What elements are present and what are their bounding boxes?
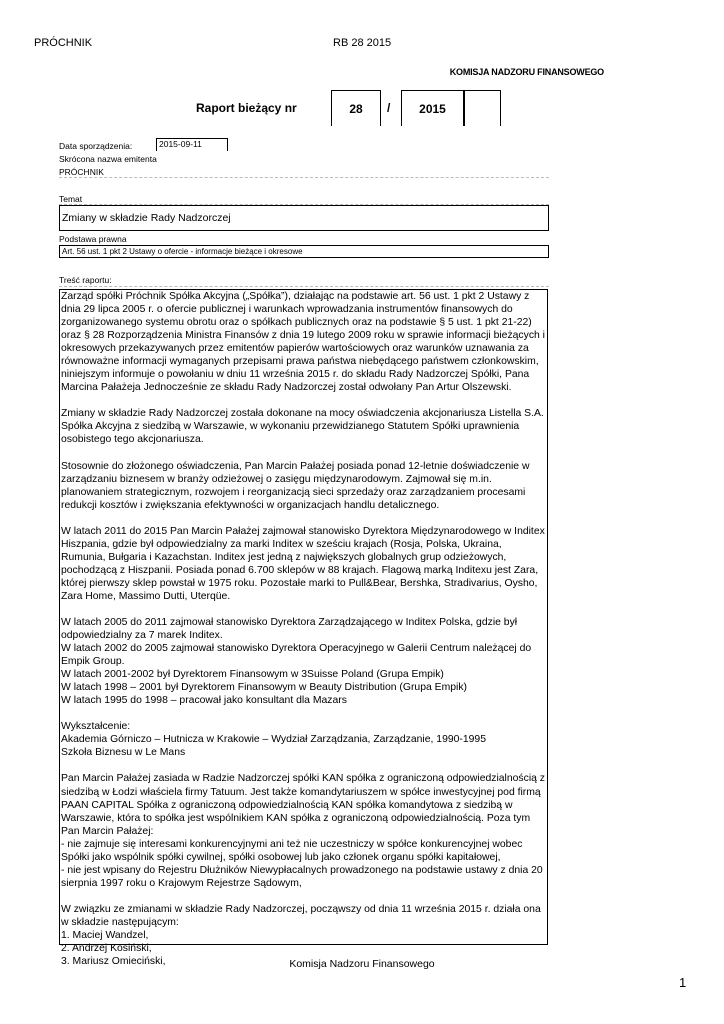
content-paragraph: Wykształcenie: Akademia Górniczo – Hutnicza w Krakowie – Wydział Zarządzania, Zarządzanie, 1990-1995 Szkoła Biznesu w Le Mans	[61, 721, 486, 759]
report-label: Raport bieżący nr	[196, 101, 297, 115]
report-year: 2015	[419, 102, 446, 116]
content-label: Treść raportu:	[59, 275, 112, 285]
content-paragraph: Zmiany w składzie Rady Nadzorczej została dokonane na mocy oświadczenia akcjonariusza Listella S.A. Spółka Akcyjna z siedzibą w Warszawie, w wykonaniu przewidzianego Statutem Spółki uprawnienia osobistego tego akcjonariusza.	[61, 408, 544, 446]
date-value: 2015-09-11	[159, 139, 202, 149]
report-year-box	[401, 90, 464, 126]
legal-basis-label: Podstawa prawna	[59, 234, 127, 244]
content-paragraph: W latach 2011 do 2015 Pan Marcin Pałażej zajmował stanowisko Dyrektora Międzynarodowego w Inditex Hiszpania, gdzie był odpowiedzialny za marki Inditex w sześciu krajach (Rosja, Polska, Ukraina, Rumunia, Bułgaria i Kazachstan. Inditex jest jedną z największych globalnych grup odzieżowych, pochodzącą z Hiszpanii. Posiada ponad 6.700 sklepów w 88 krajach. Flagową marką Inditexu jest Zara, której pierwszy sklep powstał w 1975 roku. Pozostałe marki to Pull&Bear, Bershka, Stradivarius, Oysho, Zara Home, Massimo Dutti, Uterqüe.	[61, 525, 545, 602]
content-paragraph: W związku ze zmianami w składzie Rady Nadzorczej, począwszy od dnia 11 września 2015 r. działa ona w składzie następującym: 1. Maciej Wandzel, 2. Andrzej Kosiński, 3. Mariusz Omieciński,	[61, 903, 541, 968]
legal-basis-field	[59, 245, 549, 258]
separator-line	[59, 286, 549, 287]
issuer-label: Skrócona nazwa emitenta	[59, 154, 157, 164]
report-number: 28	[349, 102, 363, 116]
content-paragraph: Pan Marcin Pałażej zasiada w Radzie Nadzorczej spółki KAN spółka z ograniczoną odpowiedzialnością z siedzibą w Łodzi właściela firmy Tatuum. Jest także komandytariuszem w spółce inwestycyjnej pod firmą PAAN CAPITAL Spółka z ograniczoną odpowiedzialnością KAN spółka komandytowa z siedzibą w Warszawie, która to spółka jest wspólnikiem KAN spółka z ograniczoną odpowiedzialnością. Poza tym Pan Marcin Pałażej: - nie zajmuje się interesami konkurencyjnymi ani też nie uczestniczy w spółce konkurencyjnej wobec Spółki jako wspólnik spółki cywilnej, spółki osobowej lub jako członek organu spółki kapitałowej, - nie jest wpisany do Rejestru Dłużników Niewypłacalnych prowadzonego na podstawie ustawy z dnia 20 sierpnia 1997 roku o Krajowym Rejestrze Sądowym,	[61, 773, 545, 889]
page-title: KOMISJA NADZORU FINANSOWEGO	[449, 67, 604, 77]
separator-line	[59, 177, 549, 178]
report-number-box	[331, 90, 381, 126]
header-company: PRÓCHNIK	[34, 37, 93, 49]
footer-text: Komisja Nadzoru Finansowego	[289, 958, 435, 970]
subject-label: Temat	[59, 194, 83, 204]
date-label: Data sporządzenia:	[59, 141, 133, 151]
page-number: 1	[679, 975, 687, 990]
report-extra-box	[464, 90, 501, 126]
report-separator: /	[387, 101, 391, 115]
issuer-value: PRÓCHNIK	[59, 167, 104, 177]
subject-value: Zmiany w składzie Rady Nadzorczej	[62, 212, 231, 224]
subject-field	[59, 205, 549, 231]
content-paragraph: W latach 2005 do 2011 zajmował stanowisko Dyrektora Zarządzającego w Inditex Polska, gdzie był odpowiedzialny za 7 marek Inditex. W latach 2002 do 2005 zajmował stanowisko Dyrektora Operacyjnego w Galerii Centrum należącej do Empik Group. W latach 2001-2002 był Dyrektorem Finansowym w 3Suisse Poland (Grupa Empik) W latach 1998 – 2001 był Dyrektorem Finansowym w Beauty Distribution (Grupa Empik) W latach 1995 do 1998 – pracował jako konsultant dla Mazars	[61, 616, 532, 707]
content-paragraph: Stosownie do złożonego oświadczenia, Pan Marcin Pałażej posiada ponad 12-letnie doświadczenie w zarządzaniu biznesem w branży odzieżowej o zasięgu międzynarodowym. Zajmował się m.in. planowaniem strategicznym, rozwojem i reorganizacją sieci sprzedaży oraz zarządzaniem procesami redukcji kosztów i zwiększania efektywności w organizacjach handlu detalicznego.	[61, 460, 530, 511]
content-paragraph: Zarząd spółki Próchnik Spółka Akcyjna („Spółka”), działając na podstawie art. 56 ust. 1 pkt 2 Ustawy z dnia 29 lipca 2005 r. o ofercie publicznej i warunkach wprowadzania instrumentów finansowych do zorganizowanego systemu obrotu oraz o spółkach publicznych oraz na podstawie § 5 ust. 1 pkt 21-22) oraz § 28 Rozporządzenia Ministra Finansów z dnia 19 lutego 2009 roku w sprawie informacji bieżących i okresowych przekazywanych przez emitentów papierów wartościowych oraz warunków uznawania za równoważne informacji wymaganych przepisami prawa państwa niebędącego państwem członkowskim, niniejszym informuje o powołaniu w dniu 11 września 2015 r. do składu Rady Nadzorczej Spółki, Pana Marcina Pałażeja Jednocześnie ze składu Rady Nadzorczej został odwołany Pan Artur Olszewski.	[61, 291, 545, 394]
legal-basis-value: Art. 56 ust. 1 pkt 2 Ustawy o ofercie - informacje bieżące i okresowe	[62, 247, 303, 256]
header-report-code: RB 28 2015	[333, 37, 392, 49]
date-field	[156, 138, 228, 151]
